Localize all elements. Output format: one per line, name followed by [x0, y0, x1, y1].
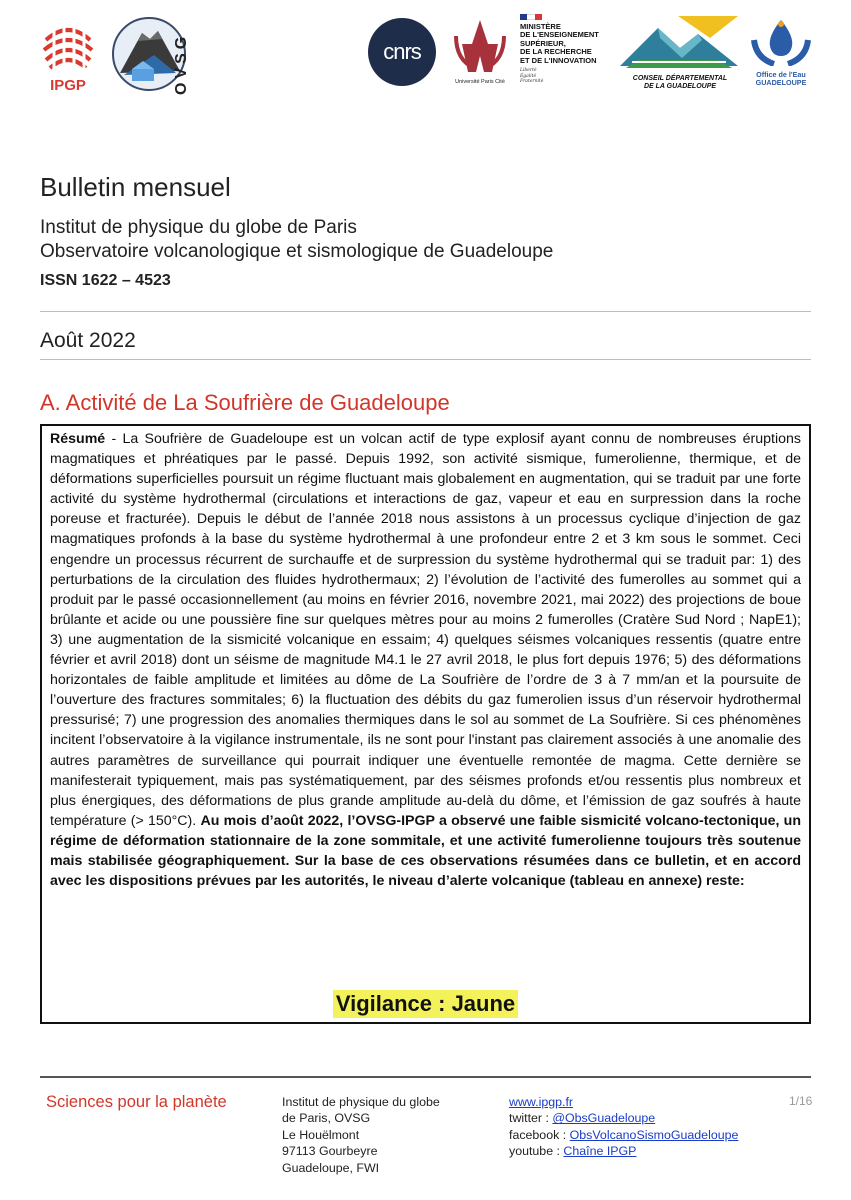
- water-drop-hands-icon: [748, 16, 814, 66]
- bulletin-title: Bulletin mensuel: [40, 172, 231, 202]
- logo-bar: [0, 0, 851, 110]
- ovsg-logo-text: OVSG: [173, 32, 190, 95]
- ministere-line: DE LA RECHERCHE: [520, 47, 592, 57]
- twitter-label: twitter :: [509, 1111, 553, 1126]
- motto-line: Liberté: [520, 68, 537, 74]
- ministere-motto: [520, 68, 616, 85]
- ministere-logo: [520, 14, 616, 92]
- upc-emblem-icon: [448, 16, 512, 74]
- summary-text: - La Soufrière de Guadeloupe est un volcan actif de type explosif ayant connu de nombreuses éruptions magmatiques et phréatiques par le passé. Depuis 1992, son activité sismique, fumerolienne, thermique, et de déformations superficielles poursuit un régime fluctuant mais globalement en augmentation, qui se traduit par une forte activité du système hydrothermal (circulations et interactions de gaz, vapeur et eau en surpression dans la roche poreuse et fracturée). Depuis le début de l’année 2018 nous assistons à un processus cyclique d’injection de gaz magmatiques profonds à la base du système hydrothermal à une profondeur entre 2 et 3 km sous le sommet. Ceci engendre un processus récurrent de surchauffe et de surpression du système hydrothermal qui se traduit par: 1) des perturbations de la circulation des fluides hydrothermaux; 2) l’évolution de l’activité des fumerolles au sommet qui a produit par le passé occasionnellement (au moins en février 2016, novembre 2021, mai 2022) des projections de boue brûlante et acide ou une poussière fine sur quelques mètres pour au moins 2 fumerolles (Cratère Sud Nord ; NapE1); 3) une augmentation de la sismicité volcanique en essaim; 4) quelques séismes volcaniques ressentis (quatre entre février et avril 2018) dont un séisme de magnitude M4.1 le 27 avril 2018, le plus fort depuis 1976; 5) des déformations horizontales de faible amplitude et limitées au dôme de La Soufrière de l’ordre de 3 à 7 mm/an et la poursuite de l’ouverture des fractures sommitales; 6) la fluctuation des débits du gaz fumerolien issus d’un réservoir hydrothermal pressurisé; 7) une progression des anomalies thermiques dans le sol au sommet de La Soufrière. Si ces phénomènes incitent l’observatoire à la vigilance instrumentale, ils ne sont pour l'instant pas clairement associés à une anomalie des autres paramètres de surveillance qui pourrait indiquer une éventuelle remontée de magma. Cette dernière se manifesterait typiquement, mais pas systématiquement, par des séismes profonds et/ou ressentis plus nombreux et plus énergiques, des déformations de plus grande amplitude au-delà du dôme, et l’émission de gaz soufrés à haute température (> 150°C).: [50, 431, 801, 829]
- facebook-link[interactable]: ObsVolcanoSismoGuadeloupe: [569, 1127, 739, 1142]
- conseil-departemental-logo: [618, 14, 742, 94]
- vigilance-row: [42, 990, 809, 1018]
- summary-paragraph: [50, 429, 801, 891]
- marianne-flag-icon: [520, 14, 542, 20]
- footer-slogan: Sciences pour la planète: [46, 1093, 227, 1111]
- cnrs-logo-text: cnrs: [383, 39, 421, 64]
- footer-divider: [40, 1076, 811, 1078]
- youtube-label: youtube :: [509, 1144, 564, 1159]
- address-line: Institut de physique du globe: [282, 1095, 440, 1109]
- cnrs-logo: [368, 18, 436, 86]
- website-link[interactable]: www.ipgp.fr: [509, 1095, 574, 1109]
- office-line: Office de l'Eau: [756, 70, 806, 79]
- office-eau-logo: [748, 16, 814, 92]
- bulletin-month: Août 2022: [40, 329, 136, 352]
- ipgp-emblem-icon: [40, 18, 96, 72]
- vigilance-level-badge: Vigilance : Jaune: [333, 990, 518, 1018]
- ministere-line: SUPÉRIEUR,: [520, 38, 566, 48]
- ipgp-logo-text: IPGP: [50, 77, 86, 94]
- facebook-label: facebook :: [509, 1127, 570, 1142]
- ministere-name: [520, 23, 616, 65]
- office-line: GUADELOUPE: [755, 78, 807, 88]
- motto-line: Fraternité: [520, 79, 544, 85]
- ipgp-logo: [40, 18, 96, 94]
- upc-logo-text: Université Paris Cité: [455, 79, 505, 85]
- address-line: 97113 Gourbeyre: [282, 1144, 378, 1159]
- motto-line: Égalité: [520, 73, 537, 79]
- institute-name: Institut de physique du globe de Paris: [40, 217, 357, 238]
- divider: [40, 359, 811, 360]
- summary-box: [40, 424, 811, 1024]
- ovsg-logo: [110, 15, 200, 95]
- footer-links: [509, 1094, 738, 1160]
- twitter-link[interactable]: @ObsGuadeloupe: [552, 1111, 656, 1126]
- conseil-name: [618, 75, 742, 91]
- youtube-link[interactable]: Chaîne IPGP: [563, 1144, 637, 1159]
- office-name: [748, 71, 814, 88]
- summary-conclusion: Au mois d’août 2022, l’OVSG-IPGP a observé une faible sismicité volcano-tectonique, un régime de déformation stationnaire de la zone sommitale, et une activité fumerolienne toujours très soutenue mais stabilisée géographiquement. Sur la base de ces observations résumées dans ce bulletin, et en accord avec les dispositions prévues par les autorités, le niveau d’alerte volcanique (tableau en annexe) reste:: [50, 812, 802, 890]
- conseil-line: CONSEIL DÉPARTEMENTAL: [632, 75, 728, 82]
- address-line: Guadeloupe, FWI: [282, 1160, 380, 1175]
- observatory-name: Observatoire volcanologique et sismologique de Guadeloupe: [40, 241, 554, 262]
- divider: [40, 311, 811, 312]
- upc-logo: [448, 16, 512, 88]
- address-line: Le Houëlmont: [282, 1127, 360, 1142]
- conseil-emblem-icon: [618, 14, 740, 70]
- address-line: de Paris, OVSG: [282, 1111, 371, 1126]
- conseil-line: DE LA GUADELOUPE: [643, 83, 717, 90]
- footer-address: [282, 1094, 440, 1176]
- page-number: 1/16: [789, 1094, 813, 1108]
- issn-number: ISSN 1622 – 4523: [40, 272, 171, 289]
- summary-label: Résumé: [50, 431, 106, 447]
- ministere-line: DE L'ENSEIGNEMENT: [520, 30, 599, 40]
- ministere-line: ET DE L'INNOVATION: [520, 55, 597, 65]
- ministere-line: MINISTÈRE: [520, 22, 561, 31]
- section-title: A. Activité de La Soufrière de Guadeloupe: [40, 390, 450, 415]
